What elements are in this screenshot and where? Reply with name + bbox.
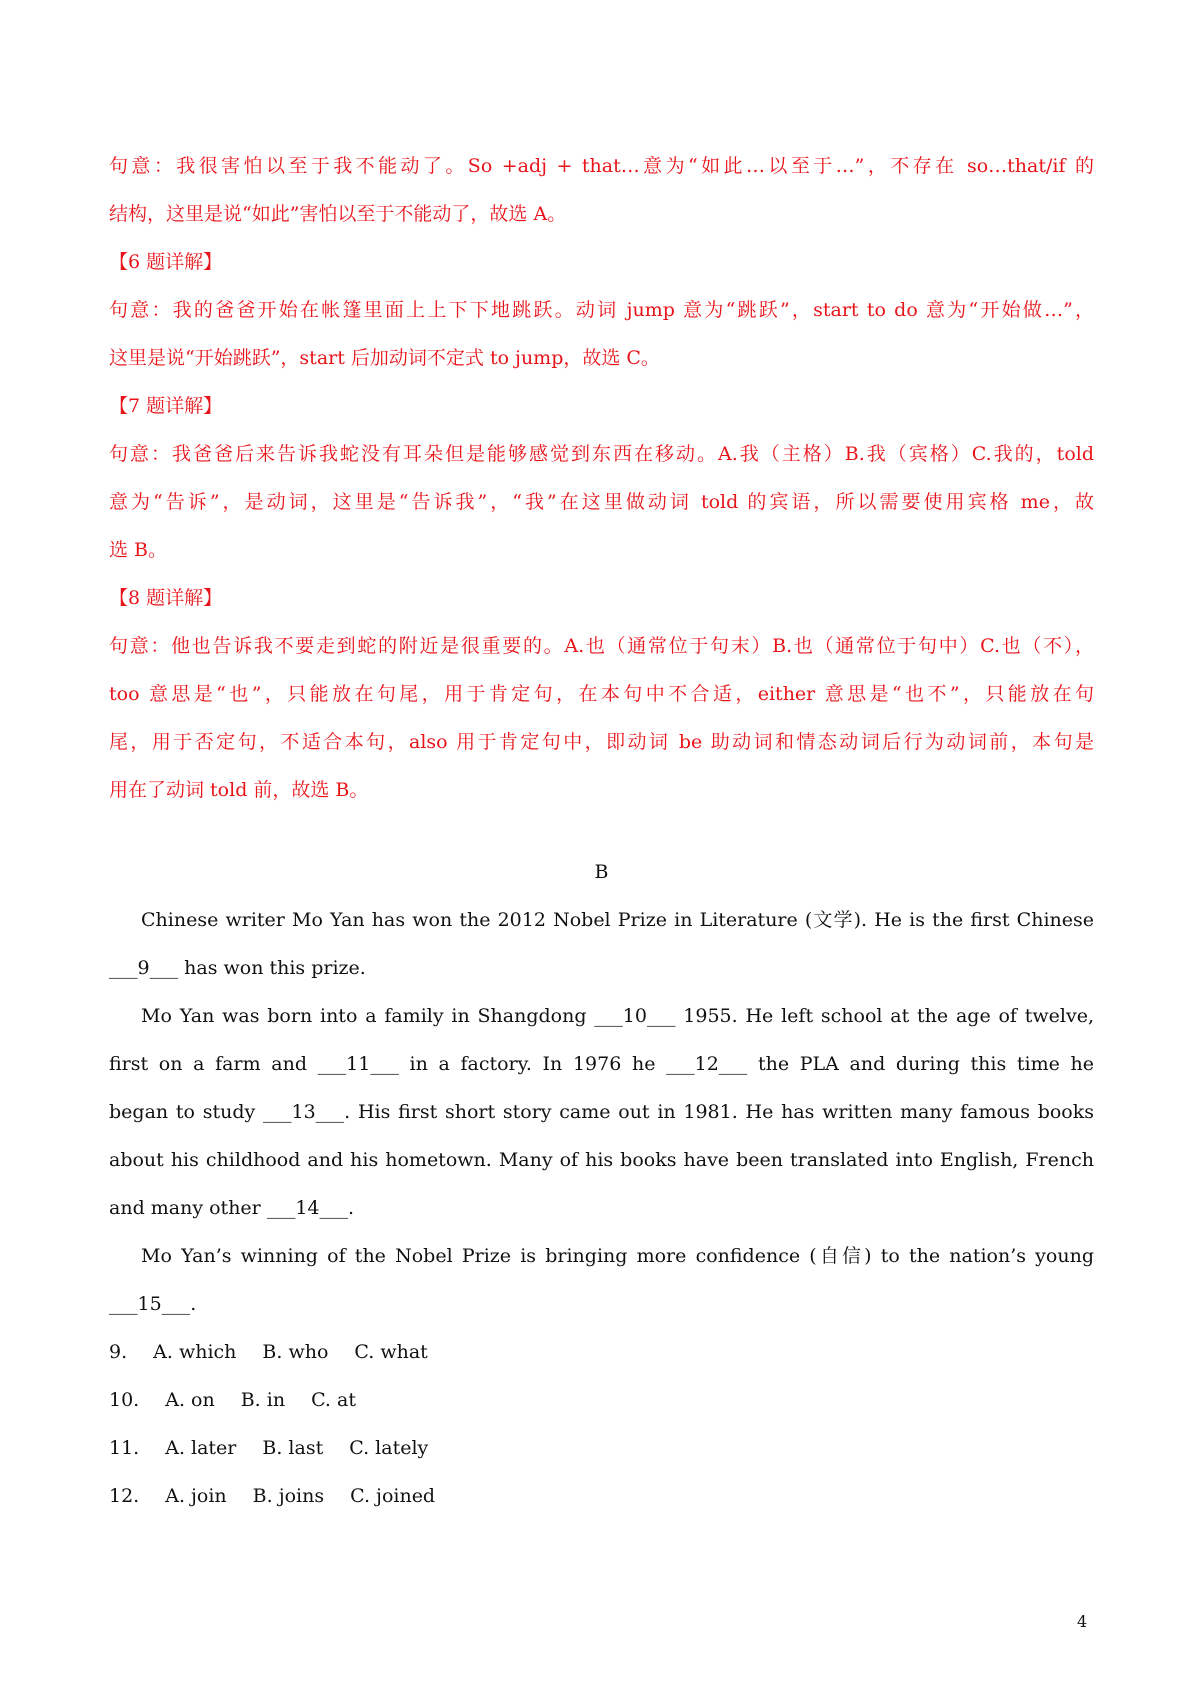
option-c: C. what bbox=[354, 1341, 428, 1363]
text-segment: 1955. He left school at the age of twelve, bbox=[675, 1005, 1094, 1027]
section-label: B bbox=[594, 861, 609, 883]
passage-p2-line-1 bbox=[109, 992, 1094, 1040]
question-12 bbox=[109, 1472, 1094, 1520]
text-segment: the PLA and during this time he bbox=[747, 1053, 1094, 1075]
text-segment: and many other bbox=[109, 1197, 267, 1219]
q6-explanation-line-1: 句意：我的爸爸开始在帐篷里面上上下下地跳跃。动词 jump 意为“跳跃”，start to do 意为“开始做…”， bbox=[109, 299, 1094, 321]
passage-p3-line-1: Mo Yan’s winning of the Nobel Prize is bringing more confidence (自信) to the nation’s young bbox=[141, 1245, 1094, 1267]
q8-explanation-line-1: 句意：他也告诉我不要走到蛇的附近是很重要的。A.也（通常位于句末）B.也（通常位于句中）C.也（不）， bbox=[109, 635, 1094, 657]
passage-p1-line-1: Chinese writer Mo Yan has won the 2012 Nobel Prize in Literature (文学). He is the first Chinese bbox=[141, 909, 1094, 931]
q6-heading: 【6 题详解】 bbox=[109, 251, 223, 273]
document-page bbox=[109, 142, 1094, 1520]
option-c: C. at bbox=[311, 1389, 356, 1411]
text-segment: . His first short story came out in 1981. He has written many famous books bbox=[344, 1101, 1094, 1123]
q8-explanation-line-2: too 意思是“也”，只能放在句尾，用于肯定句，在本句中不合适，either 意思是“也不”，只能放在句 bbox=[109, 683, 1094, 705]
option-a: A. join bbox=[165, 1485, 227, 1507]
option-b: B. in bbox=[240, 1389, 286, 1411]
question-9 bbox=[109, 1328, 1094, 1376]
text-segment: . bbox=[348, 1197, 355, 1219]
q6-explanation-line-2: 这里是说“开始跳跃”，start 后加动词不定式 to jump，故选 C。 bbox=[109, 347, 660, 369]
question-number: 12. bbox=[109, 1485, 140, 1507]
option-a: A. on bbox=[165, 1389, 215, 1411]
option-b: B. last bbox=[262, 1437, 324, 1459]
option-b: B. who bbox=[262, 1341, 329, 1363]
question-11 bbox=[109, 1424, 1094, 1472]
passage-p1-line-2 bbox=[109, 944, 1094, 992]
blank-14: ___14___ bbox=[266, 1197, 348, 1219]
q5-explanation-line-1: 句意：我很害怕以至于我不能动了。So +adj + that…意为“如此…以至于…”，不存在 so…that/if 的 bbox=[109, 155, 1094, 177]
text-segment: began to study bbox=[109, 1101, 263, 1123]
blank-9: ___9___ bbox=[109, 957, 179, 979]
q5-explanation-line-2: 结构，这里是说“如此”害怕以至于不能动了，故选 A。 bbox=[109, 203, 567, 225]
question-number: 10. bbox=[109, 1389, 140, 1411]
question-10 bbox=[109, 1376, 1094, 1424]
q7-explanation-line-3: 选 B。 bbox=[109, 539, 168, 561]
text-segment: in a factory. In 1976 he bbox=[398, 1053, 667, 1075]
blank-12: ___12___ bbox=[666, 1053, 748, 1075]
q7-explanation-line-1: 句意：我爸爸后来告诉我蛇没有耳朵但是能够感觉到东西在移动。A.我（主格）B.我（宾格）C.我的，told bbox=[109, 443, 1094, 465]
q8-explanation-line-3: 尾，用于否定句，不适合本句，also 用于肯定句中，即动词 be 助动词和情态动词后行为动词前，本句是 bbox=[109, 731, 1094, 753]
text-segment: has won this prize. bbox=[178, 957, 366, 979]
blank-10: ___10___ bbox=[594, 1005, 676, 1027]
text-segment: Mo Yan was born into a family in Shangdong bbox=[141, 1005, 595, 1027]
option-c: C. joined bbox=[350, 1485, 436, 1507]
question-number: 11. bbox=[109, 1437, 140, 1459]
blank-11: ___11___ bbox=[317, 1053, 399, 1075]
blank-13: ___13___ bbox=[262, 1101, 345, 1123]
q7-heading: 【7 题详解】 bbox=[109, 395, 223, 417]
passage-p2-line-4: about his childhood and his hometown. Many of his books have been translated into English, French bbox=[109, 1149, 1094, 1171]
option-a: A. which bbox=[153, 1341, 237, 1363]
passage-p2-line-3 bbox=[109, 1088, 1094, 1136]
passage-p2-line-2 bbox=[109, 1040, 1094, 1088]
q8-heading: 【8 题详解】 bbox=[109, 587, 223, 609]
page-number: 4 bbox=[1077, 1612, 1088, 1631]
question-number: 9. bbox=[109, 1341, 128, 1363]
q7-explanation-line-2: 意为“告诉”，是动词，这里是“告诉我”，“我”在这里做动词 told 的宾语，所以需要使用宾格 me，故 bbox=[109, 491, 1094, 513]
q8-explanation-line-4: 用在了动词 told 前，故选 B。 bbox=[109, 779, 369, 801]
section-gap bbox=[109, 814, 1094, 848]
text-segment: first on a farm and bbox=[109, 1053, 318, 1075]
option-b: B. joins bbox=[252, 1485, 325, 1507]
option-a: A. later bbox=[165, 1437, 237, 1459]
passage-p2-line-5 bbox=[109, 1184, 1094, 1232]
option-c: C. lately bbox=[349, 1437, 429, 1459]
text-segment: . bbox=[190, 1293, 197, 1315]
blank-15: ___15___ bbox=[109, 1293, 191, 1315]
passage-p3-line-2 bbox=[109, 1280, 1094, 1328]
